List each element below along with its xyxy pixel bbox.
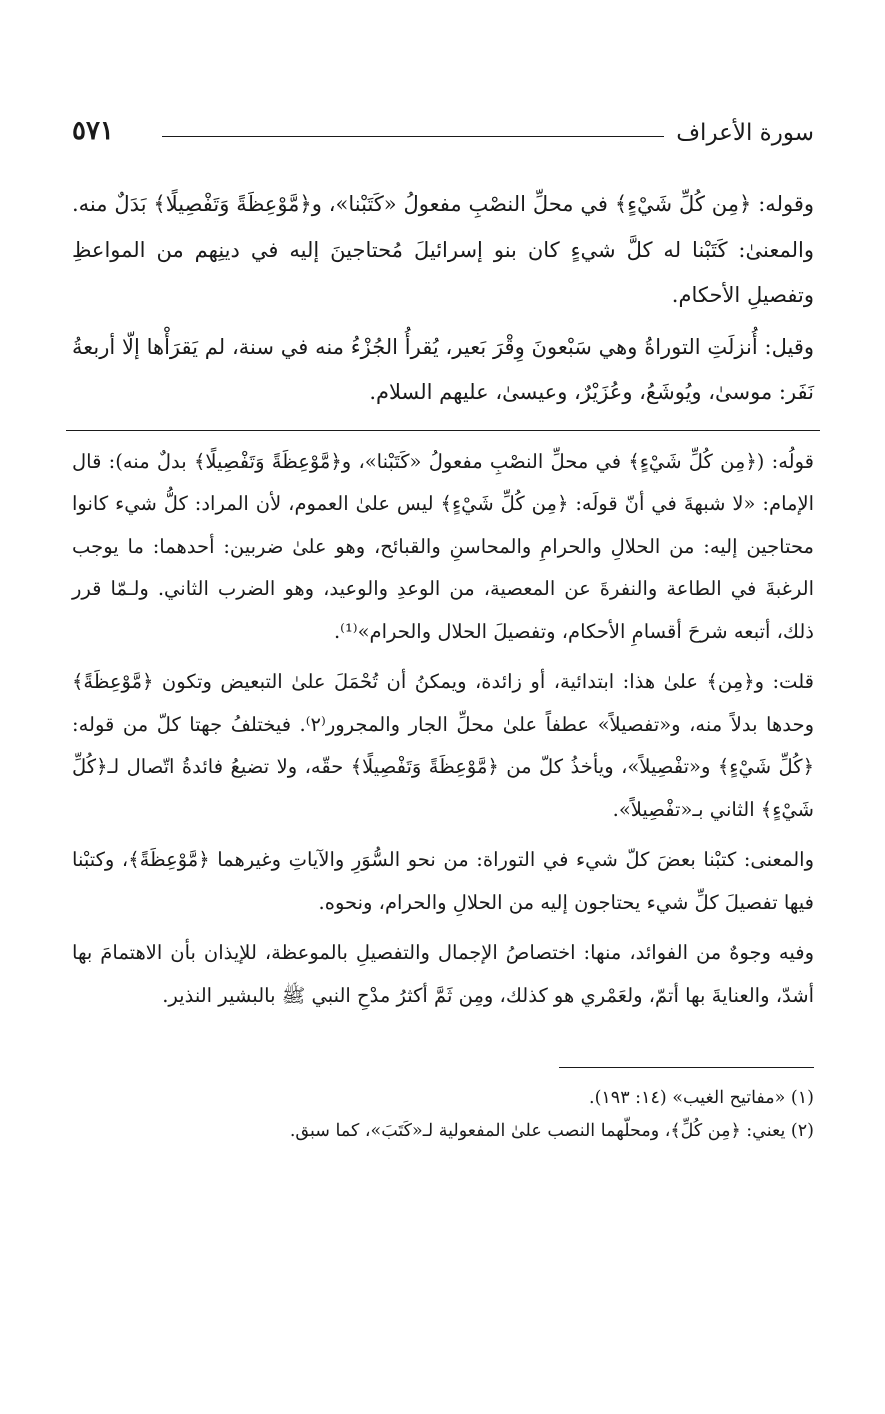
commentary-paragraph: قلت: و﴿مِن﴾ علىٰ هذا: ابتدائية، أو زائدة، ويمكنُ أن تُحْمَلَ علىٰ التبعيض وتكون ﴿مَّوْعِظَةً﴾ وحدها بدلاً منه، و«تفصيلاً» عطفاً علىٰ محلِّ الجار والمجرور⁽٢⁾. فيختلفُ جهتا كلّ من قوله: ﴿كُلِّ شَيْءٍ﴾ و«تفْصِيلاً»، ويأخذُ كلّ من ﴿مَّوْعِظَةً وَتَفْصِيلًا﴾ حقّه، ولا تضيعُ فائدةُ اتّصال لـ﴿كُلِّ شَيْءٍ﴾ الثاني بـ«تفْصِيلاً». — [72, 670, 814, 821]
section-divider — [66, 430, 820, 431]
commentary-paragraph: وفيه وجوهٌ من الفوائد، منها: اختصاصُ الإجمال والتفصيلِ بالموعظة، للإيذان بأن الاهتمامَ بها أشدّ، والعنايةَ بها أتمّ، ولعَمْري هو كذلك، ومِن ثَمَّ أكثرُ مدْحِ النبي ﷺ بالبشير النذير. — [72, 941, 814, 1007]
main-paragraph: وقوله: ﴿مِن كُلِّ شَيْءٍ﴾ في محلِّ النصْبِ مفعولُ «كَتَبْنا»، و﴿مَّوْعِظَةً وَتَفْصِيلًا﴾ بَدَلٌ منه. والمعنىٰ: كَتَبْنا له كلَّ شيءٍ كان بنو إسرائيلَ مُحتاجينَ إليه في دينِهم من المواعظِ وتفصيلِ الأحكام. — [72, 192, 814, 307]
footnote: (٢) يعني: ﴿مِن كُلِّ﴾، ومحلّهما النصب علىٰ المفعولية لـ«كَتَبَ»، كما سبق. — [289, 1121, 814, 1141]
main-paragraph: وقيل: أُنزلَتِ التوراةُ وهي سَبْعونَ وِقْرَ بَعير، يُقرأُ الجُزْءُ منه في سنة، لم يَقرَأْها إلّا أربعةُ نَفَر: موسىٰ، ويُوشَعُ، وعُزَيْرٌ، وعيسىٰ، عليهم السلام. — [72, 334, 814, 404]
footnote-rule — [559, 1067, 814, 1068]
footnotes — [72, 1082, 814, 1148]
page-number: ٥٧١ — [72, 116, 114, 146]
commentary-text — [72, 441, 814, 1018]
main-text — [72, 182, 814, 416]
book-page — [72, 112, 814, 1148]
running-header — [72, 112, 814, 152]
surah-title: سورة الأعراف — [676, 120, 814, 146]
commentary-paragraph: قولُه: (﴿مِن كُلِّ شَيْءٍ﴾ في محلِّ النصْبِ مفعولُ «كَتَبْنا»، و﴿مَّوْعِظَةً وَتَفْصِيلًا﴾ بدلٌ منه): قال الإمام: «لا شبهةَ في أنّ قولَه: ﴿مِن كُلِّ شَيْءٍ﴾ ليس علىٰ العموم، لأن المراد: كلُّ شيء كانوا محتاجين إليه: من الحلالِ والحرامِ والمحاسنِ والقبائح، وهو علىٰ ضربين: أحدهما: ما يوجب الرغبةَ في الطاعة والنفرةَ عن المعصية، من الوعدِ والوعيد، وهو الضرب الثاني. ولـمّا قرر ذلك، أتبعه شرحَ أقسامِ الأحكام، وتفصيلَ الحلال والحرام»⁽¹⁾. — [72, 449, 814, 643]
commentary-paragraph: والمعنى: كتبْنا بعضَ كلّ شيء في التوراة: من نحو السُّوَرِ والآياتِ وغيرهما ﴿مَّوْعِظَةً﴾، وكتبْنا فيها تفصيلَ كلِّ شيء يحتاجون إليه من الحلالِ والحرام، ونحوه. — [72, 848, 814, 914]
footnote: (١) «مفاتيح الغيب» (١٤: ١٩٣). — [589, 1088, 814, 1108]
header-rule — [162, 136, 664, 137]
